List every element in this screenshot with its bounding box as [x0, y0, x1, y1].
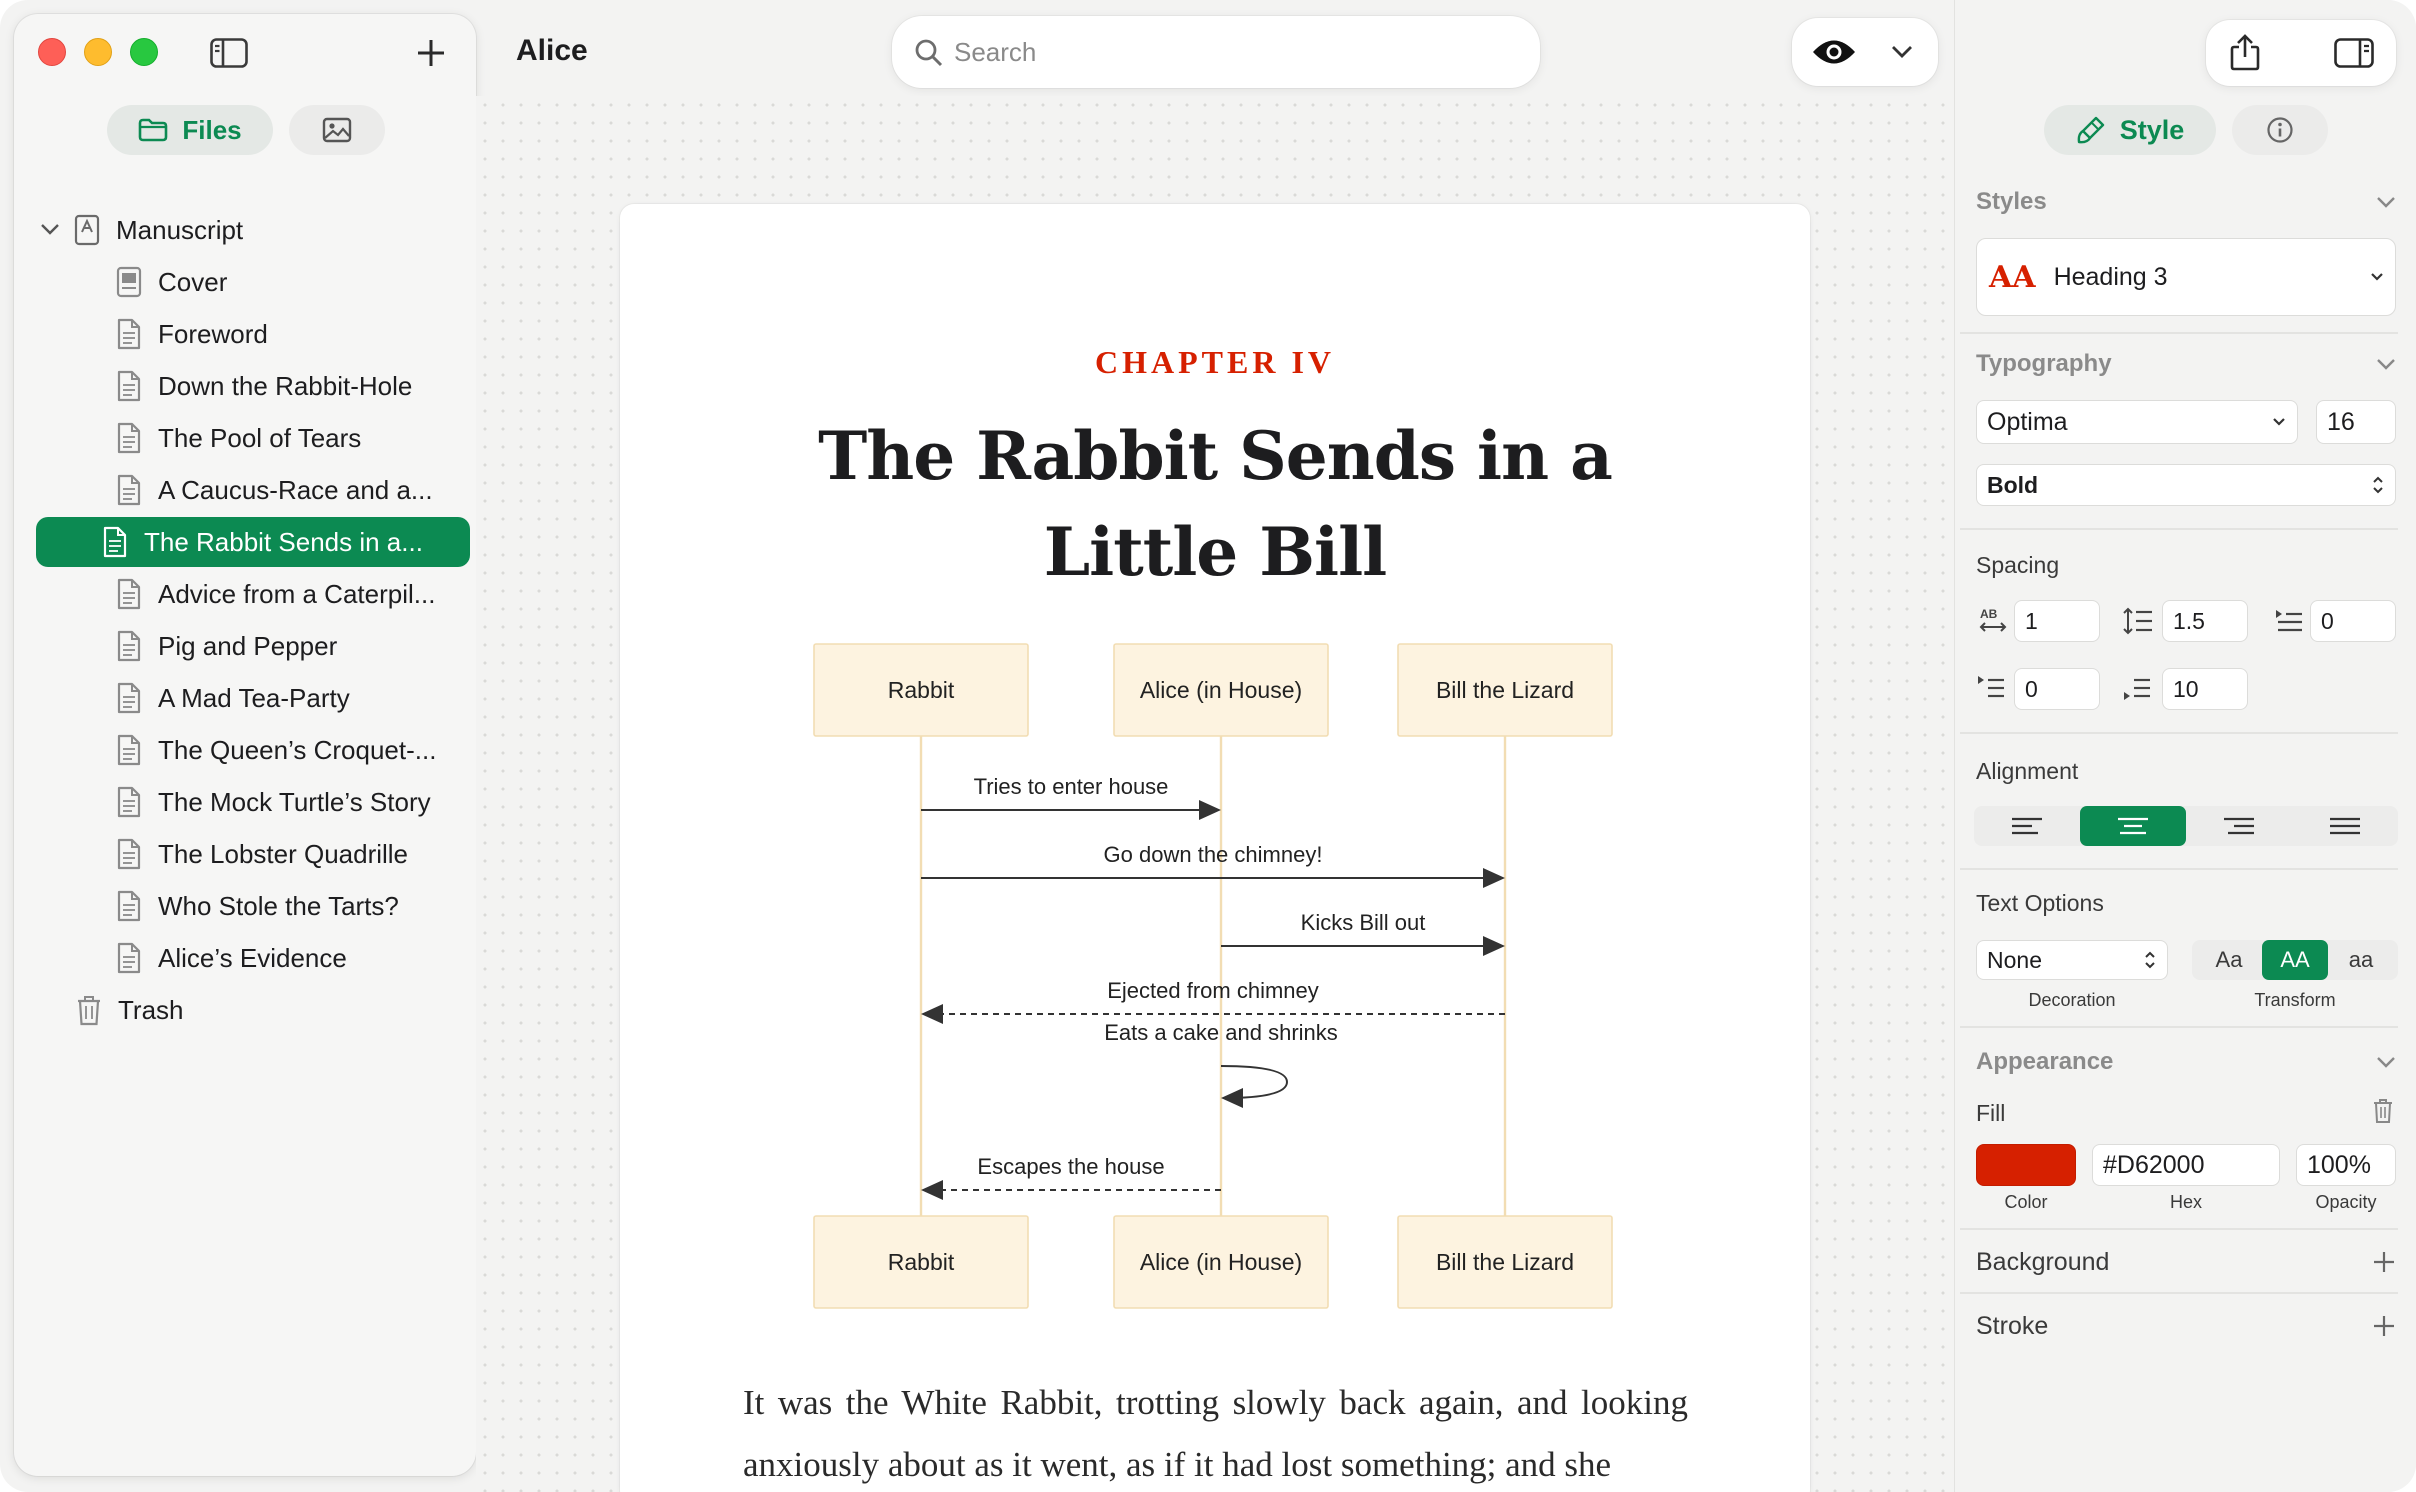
alignment-section-title: Alignment [1976, 758, 2079, 784]
participant-label: Alice (in House) [1139, 1249, 1303, 1275]
divider [1960, 732, 2398, 734]
font-weight-select[interactable] [1976, 464, 2396, 506]
right-indent-icon [2122, 672, 2152, 702]
hex-caption: Hex [2169, 1192, 2202, 1212]
participant-label: Alice (in House) [1139, 677, 1303, 703]
images-tab[interactable] [289, 105, 385, 155]
divider [1960, 1228, 2398, 1230]
first-line-indent-field[interactable] [2310, 600, 2396, 642]
svg-text:AB: AB [1980, 607, 1998, 621]
tree-item[interactable] [34, 569, 474, 619]
document-icon [116, 786, 142, 818]
transform-uppercase-button[interactable]: AA [2262, 940, 2328, 980]
hex-value: #D62000 [2103, 1150, 2205, 1179]
divider [1960, 868, 2398, 870]
inspector-toggle-icon [2334, 38, 2374, 68]
top-right-controls [2206, 20, 2396, 86]
minimize-window-button[interactable] [84, 38, 112, 66]
participant-label: Rabbit [887, 1249, 955, 1275]
message-label: Tries to enter house [973, 774, 1169, 799]
tree-item-label: Advice from a Caterpil... [158, 578, 436, 609]
folder-icon [138, 118, 168, 142]
paragraph-style-value: Heading 3 [2053, 262, 2168, 291]
participant-label: Rabbit [887, 677, 955, 703]
left-indent-icon [1976, 672, 2006, 702]
line-height-field[interactable] [2162, 600, 2248, 642]
chevron-down-icon[interactable] [2374, 1050, 2398, 1074]
tree-item-label: Cover [158, 266, 228, 297]
document-icon [116, 734, 142, 766]
tree-item-label: Trash [118, 994, 184, 1025]
appearance-section-title: Appearance [1976, 1048, 2114, 1075]
tree-item-label: The Mock Turtle’s Story [158, 786, 431, 817]
transform-capitalize-button[interactable]: Aa [2215, 947, 2243, 972]
font-weight-value: Bold [1987, 471, 2039, 498]
sidebar-toggle-button[interactable] [206, 30, 252, 76]
tree-item[interactable] [34, 777, 474, 827]
chevron-down-icon [2369, 271, 2385, 283]
tree-folder-manuscript[interactable] [40, 205, 243, 255]
sequence-diagram[interactable] [620, 204, 1810, 1364]
font-family-value: Optima [1987, 407, 2068, 436]
align-center-button[interactable] [2080, 806, 2186, 846]
left-indent-value: 0 [2025, 675, 2038, 702]
close-window-button[interactable] [38, 38, 66, 66]
tree-item-label: Who Stole the Tarts? [158, 890, 399, 921]
decoration-caption: Decoration [2028, 990, 2116, 1010]
align-left-button[interactable] [1974, 806, 2080, 846]
add-background-icon[interactable] [2372, 1250, 2396, 1274]
divider [1960, 528, 2398, 530]
align-right-button[interactable] [2186, 806, 2292, 846]
right-indent-field[interactable] [2162, 668, 2248, 710]
chevron-down-icon [2271, 416, 2287, 428]
image-icon [322, 117, 352, 143]
stroke-label: Stroke [1976, 1312, 2049, 1340]
trash-icon[interactable] [2372, 1098, 2394, 1124]
hex-field[interactable] [2092, 1144, 2280, 1186]
manuscript-icon [74, 214, 100, 246]
opacity-caption: Opacity [2315, 1192, 2377, 1212]
brush-icon [2076, 115, 2106, 145]
divider [1960, 1026, 2398, 1028]
document-icon [116, 422, 142, 454]
tree-item-label: Down the Rabbit-Hole [158, 370, 413, 401]
alignment-control [1974, 806, 2398, 846]
tree-item[interactable] [34, 829, 474, 879]
files-tab-label: Files [182, 114, 242, 145]
right-indent-value: 10 [2173, 675, 2199, 702]
document-icon [116, 838, 142, 870]
style-preview: AA [1989, 259, 2036, 295]
decoration-value: None [1987, 946, 2042, 973]
share-button[interactable] [2220, 28, 2270, 78]
tree-item[interactable] [34, 257, 474, 307]
tree-item-selected[interactable] [36, 517, 470, 567]
tree-item-label: Manuscript [116, 214, 244, 245]
background-label: Background [1976, 1248, 2110, 1276]
info-tab[interactable] [2232, 105, 2328, 155]
eye-icon [1811, 37, 1857, 67]
align-left-icon [2010, 816, 2044, 836]
tree-item-label: Pig and Pepper [158, 630, 338, 661]
up-down-arrows-icon [2143, 949, 2157, 971]
opacity-value: 100% [2307, 1150, 2371, 1179]
divider [1960, 332, 2398, 334]
document-title: Alice [516, 34, 588, 67]
document-icon [116, 682, 142, 714]
document-icon [116, 942, 142, 974]
tree-item-label: The Rabbit Sends in a... [144, 526, 423, 557]
tree-item-label: A Mad Tea-Party [158, 682, 350, 713]
styles-section-title: Styles [1976, 188, 2047, 215]
decoration-select[interactable] [1976, 940, 2168, 980]
letter-spacing-icon [1978, 606, 2008, 636]
chevron-down-icon [1891, 45, 1913, 59]
fill-label: Fill [1976, 1100, 2006, 1126]
chevron-down-icon[interactable] [40, 223, 60, 237]
align-center-icon [2116, 816, 2150, 836]
up-down-arrows-icon [2371, 474, 2385, 496]
document-icon [116, 318, 142, 350]
preview-control [1792, 18, 1938, 86]
participant-label: Bill the Lizard [1435, 677, 1575, 703]
typography-section-title: Typography [1976, 350, 2112, 377]
body-paragraph[interactable]: It was the White Rabbit, trotting slowly back again, and looking anxiously about as it went, as if it had lost something; and she [743, 1383, 1688, 1484]
preview-options-button[interactable] [1876, 26, 1928, 78]
letter-spacing-field[interactable] [2014, 600, 2100, 642]
message-arrow [1221, 1066, 1287, 1098]
search-input[interactable] [954, 34, 1514, 70]
message-label: Go down the chimney! [1103, 842, 1323, 867]
tree-item[interactable] [34, 933, 474, 983]
inspector-toggle-button[interactable] [2326, 28, 2382, 78]
add-button[interactable] [408, 30, 454, 76]
letter-spacing-value: 1 [2025, 607, 2038, 634]
tree-item-label: Alice’s Evidence [158, 942, 347, 973]
tree-item[interactable] [34, 361, 474, 411]
chapter-title[interactable]: The Rabbit Sends in a Little Bill [818, 417, 1612, 591]
document-page [620, 204, 1810, 1492]
opacity-field[interactable] [2296, 1144, 2396, 1186]
first-line-indent-value: 0 [2321, 607, 2334, 634]
message-label: Eats a cake and shrinks [1104, 1020, 1338, 1045]
plus-icon [416, 38, 446, 68]
align-justify-icon [2328, 816, 2362, 836]
divider [1960, 1292, 2398, 1294]
chapter-kicker[interactable]: CHAPTER IV [1094, 344, 1335, 380]
sidebar-toggle-icon [210, 38, 248, 68]
tree-item[interactable] [34, 413, 474, 463]
align-right-icon [2222, 816, 2256, 836]
share-icon [2229, 34, 2261, 72]
editor-canvas [476, 96, 1954, 1492]
color-caption: Color [2004, 1192, 2048, 1212]
line-height-value: 1.5 [2173, 607, 2205, 634]
left-indent-field[interactable] [2014, 668, 2100, 710]
document-icon [102, 526, 128, 558]
document-icon [116, 890, 142, 922]
font-size-value: 16 [2327, 407, 2355, 436]
document-icon [116, 578, 142, 610]
font-family-select[interactable] [1976, 400, 2298, 444]
tree-item-trash[interactable] [76, 985, 184, 1035]
trash-icon [76, 994, 102, 1026]
tree-item[interactable] [34, 673, 474, 723]
tree-item[interactable] [34, 309, 474, 359]
preview-button[interactable] [1802, 26, 1866, 78]
tree-item[interactable] [34, 881, 474, 931]
document-icon [116, 630, 142, 662]
participant-label: Bill the Lizard [1435, 1249, 1575, 1275]
tree-item[interactable] [34, 621, 474, 671]
tree-item-label: The Lobster Quadrille [158, 838, 409, 869]
first-line-indent-icon [2274, 606, 2304, 636]
tree-item-label: Foreword [158, 318, 268, 349]
tree-item-label: A Caucus-Race and a... [158, 474, 433, 505]
paragraph-style-select[interactable] [1976, 238, 2396, 316]
document-icon [116, 474, 142, 506]
cover-icon [116, 266, 142, 298]
message-label: Escapes the house [977, 1154, 1165, 1179]
sidebar [14, 14, 476, 1476]
search-icon [914, 38, 944, 68]
transform-lowercase-button[interactable]: aa [2348, 947, 2374, 972]
font-size-field[interactable] [2316, 400, 2396, 444]
tree-item-label: The Queen’s Croquet-... [158, 734, 437, 765]
chevron-down-icon[interactable] [2374, 190, 2398, 214]
files-tab[interactable] [107, 105, 273, 155]
message-label: Ejected from chimney [1107, 978, 1319, 1003]
transform-caption: Transform [2254, 990, 2336, 1010]
style-tab-label: Style [2119, 114, 2185, 145]
spacing-section-title: Spacing [1976, 552, 2060, 578]
text-options-section-title: Text Options [1976, 890, 2104, 916]
zoom-window-button[interactable] [130, 38, 158, 66]
document-icon [116, 370, 142, 402]
align-justify-button[interactable] [2292, 806, 2398, 846]
add-stroke-icon[interactable] [2372, 1314, 2396, 1338]
tree-item[interactable] [34, 725, 474, 775]
tree-item-label: The Pool of Tears [158, 422, 362, 453]
line-height-icon [2122, 606, 2154, 636]
chevron-down-icon[interactable] [2374, 352, 2398, 376]
fill-color-swatch[interactable] [1976, 1144, 2076, 1186]
search-bar[interactable] [892, 16, 1540, 88]
info-icon [2266, 116, 2294, 144]
transform-control [2192, 940, 2398, 980]
message-label: Kicks Bill out [1300, 910, 1426, 935]
tree-item[interactable] [34, 465, 474, 515]
style-tab[interactable] [2044, 105, 2216, 155]
